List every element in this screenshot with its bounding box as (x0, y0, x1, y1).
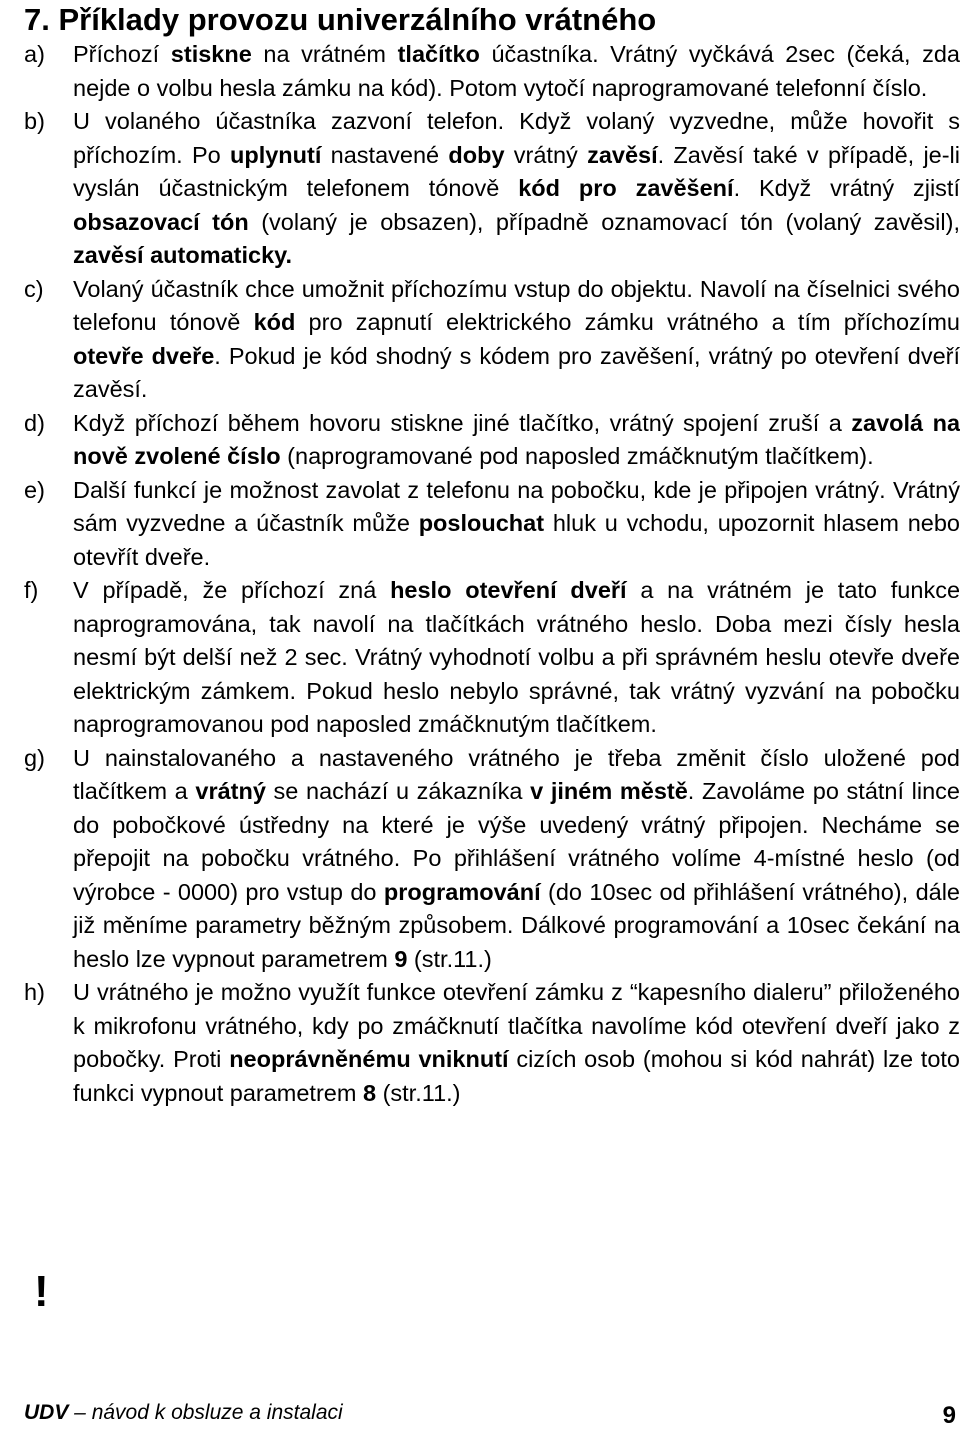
text-segment: Když příchozí během hovoru stiskne jiné tlačítko, vrátný spojení zruší a (73, 409, 852, 436)
text-segment: U volaného účastníka zazvoní telefon. Když volaný vyzvedne, může hovořit s příchozím. Po (73, 108, 960, 168)
text-segment: . Když vrátný zjistí (733, 175, 960, 201)
item-text (73, 407, 960, 474)
bold-text: tlačítko (397, 41, 480, 67)
bold-text: programování (383, 878, 541, 905)
text-segment: . Zavoláme po státní lince do pobočkové ústředny na které je výše uvedený vrátný připojen. Necháme se přepojit na pobočku vrátného. Po přihlášení vrátného volíme 4-místné heslo (od výrobce - 0000) pro vstup do (73, 778, 960, 905)
text-segment: U vrátného je možno využít funkce otevření zámku z “kapesního dialeru” přiloženého k mikrofonu vrátného, kdy po zmáčknutí tlačítka navolíme kód otevření dveří jako z pobočky. Proti (73, 979, 960, 1072)
text-segment: a na vrátném je tato funkce naprogramována, tak navolí na tlačítkách vrátného heslo. Doba mezi čísly hesla nesmí být delší než 2 sec. Vrátný vyhodnotí volbu a při správném heslu otevře dveře elektrickým zámkem. Pokud heslo nebylo správné, tak vrátný vyzvání na pobočku naprogramovanou pod naposled zmáčknutým tlačítkem. (73, 577, 960, 737)
bold-text: kód pro zavěšení (518, 175, 734, 201)
bold-text: zavěsí automaticky. (73, 242, 293, 268)
text-segment: Příchozí (73, 41, 171, 67)
bold-text: obsazovací tón (73, 208, 249, 235)
bold-text: 8 (362, 1079, 377, 1106)
text-segment: Volaný účastník chce umožnit příchozímu vstup do objektu. Navolí na číselnici svého telefonu tónově (73, 275, 960, 335)
list-item (24, 976, 960, 1110)
bold-text: doby (448, 141, 505, 168)
item-text (73, 742, 960, 977)
bold-text: vrátný (195, 778, 266, 804)
item-text (73, 474, 960, 575)
page-title: 7. Příklady provozu univerzálního vrátného (24, 2, 657, 37)
bold-text: zavěsí (587, 141, 658, 168)
item-marker: c) (24, 275, 44, 302)
bold-text: uplynutí (230, 141, 322, 168)
text-segment: Další funkcí je možnost zavolat z telefonu na pobočku, kde je připojen vrátný. Vrátný sám vyzvedne a účastník může (73, 476, 960, 536)
bold-text: neoprávněnému vniknutí (229, 1046, 509, 1072)
text-segment: (naprogramované pod naposled zmáčknutým tlačítkem). (280, 443, 874, 469)
list-item (24, 38, 960, 105)
item-text (73, 38, 960, 105)
text-segment: pro zapnutí elektrického zámku vrátného a tím příchozímu (295, 309, 960, 335)
page-number: 9 (942, 1402, 956, 1429)
bold-text: poslouchat (418, 510, 545, 536)
text-segment: na vrátném (251, 41, 398, 67)
bold-text: zavolá na nově zvolené číslo (73, 409, 960, 469)
bold-text: 9 (394, 945, 408, 972)
footer-brand: UDV (24, 1401, 69, 1424)
bold-text: otevře dveře (73, 342, 215, 369)
bold-text: heslo otevření dveří (390, 577, 627, 603)
text-segment: . Pokud je kód shodný s kódem pro zavěšení, vrátný po otevření dveří zavěsí. (73, 342, 960, 402)
text-segment: se nachází u zákazníka (265, 778, 531, 804)
text-segment: cizích osob (mohou si kód nahrát) lze toto funkci vypnout parametrem (73, 1046, 960, 1106)
item-marker: b) (24, 108, 45, 134)
footer-title (24, 1400, 343, 1426)
text-segment: (str.11.) (407, 945, 492, 972)
item-text (73, 105, 960, 273)
example-list (24, 38, 960, 1110)
text-segment: vrátný (504, 141, 588, 168)
text-segment: (volaný je obsazen), případně oznamovací tón (volaný zavěsil), (248, 208, 960, 235)
text-segment: . Zavěsí také v případě, je-li vyslán účastnickým telefonem tónově (73, 141, 960, 201)
item-marker: a) (24, 41, 45, 67)
item-marker: f) (24, 577, 39, 603)
item-marker: g) (24, 744, 45, 771)
bold-text: v jiném městě (530, 778, 688, 804)
list-item (24, 574, 960, 742)
list-item (24, 474, 960, 575)
item-marker: e) (24, 476, 45, 503)
item-text (73, 976, 960, 1110)
text-segment: U nainstalovaného a nastaveného vrátného je třeba změnit číslo uložené pod tlačítkem a (73, 744, 960, 804)
list-item (24, 742, 960, 977)
list-item (24, 105, 960, 273)
text-segment: hluk u vchodu, upozornit hlasem nebo otevřít dveře. (73, 510, 960, 570)
text-segment: V případě, že příchozí zná (73, 577, 391, 603)
text-segment: nastavené (321, 141, 449, 168)
bold-text: stiskne (170, 41, 252, 67)
list-item (24, 407, 960, 474)
bold-text: kód (253, 309, 296, 335)
item-text (73, 574, 960, 742)
warning-icon: ! (34, 1267, 49, 1316)
footer-subtitle: – návod k obsluze a instalaci (68, 1401, 343, 1424)
item-marker: d) (24, 409, 45, 436)
item-marker: h) (24, 979, 45, 1005)
text-segment: (str.11.) (376, 1079, 461, 1106)
text-segment: účastníka. Vrátný vyčkává 2sec (čeká, zda nejde o volbu hesla zámku na kód). Potom vytočí naprogramované telefonní číslo. (73, 41, 960, 101)
list-item (24, 273, 960, 407)
text-segment: (do 10sec od přihlášení vrátného), dále již měníme parametry běžným způsobem. Dálkové programování a 10sec čekání na heslo lze vypnout parametrem (73, 878, 960, 972)
item-text (73, 273, 960, 407)
